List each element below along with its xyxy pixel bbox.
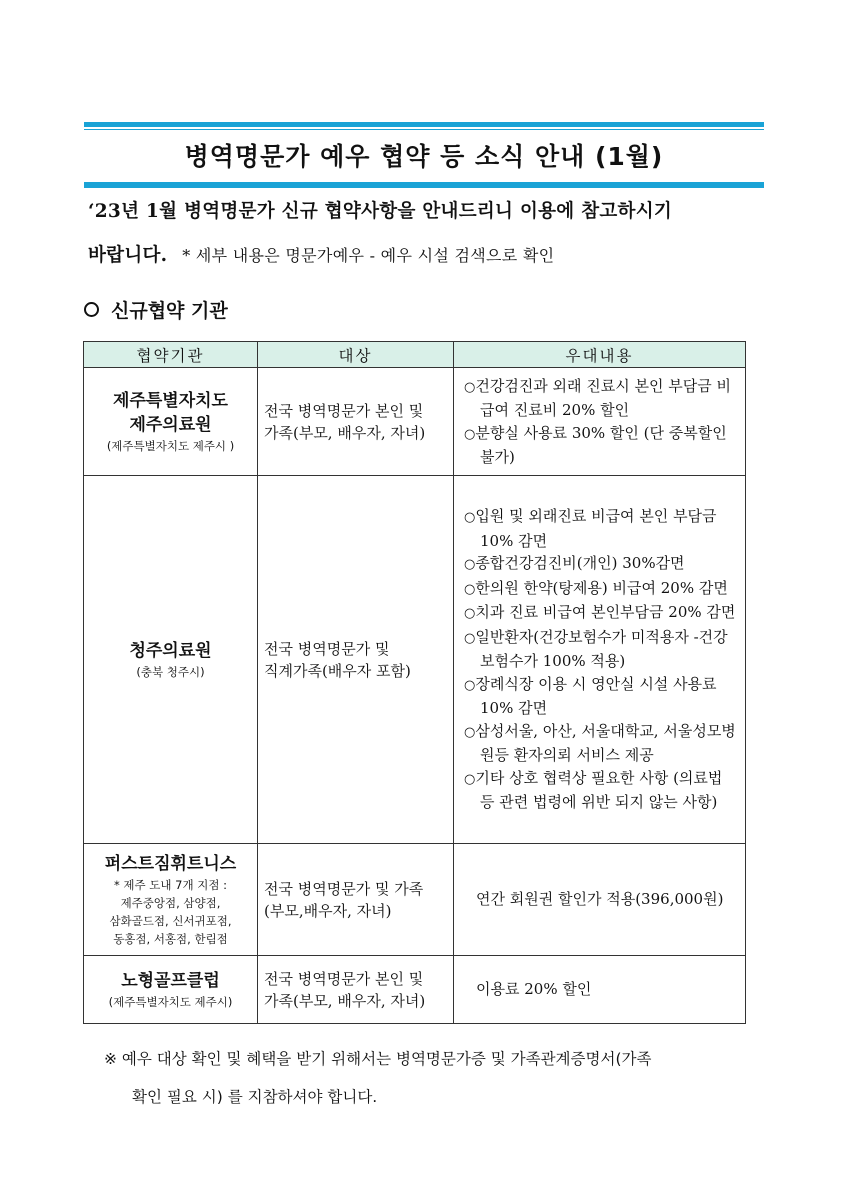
org-name: 노형골프클럽 (121, 970, 220, 991)
footnote-line-2: 확인 필요 시) 를 지참하셔야 합니다. (132, 1088, 378, 1106)
org-name: 청주의료원 (129, 640, 212, 661)
benefit-text: 종합건강검진비(개인) 30%감면 (475, 554, 685, 573)
agreement-table (83, 341, 746, 1024)
table-row (84, 368, 746, 476)
benefit-item (464, 422, 739, 469)
benefit-item (464, 720, 739, 767)
title-banner (84, 122, 764, 188)
benefit-item (464, 626, 739, 673)
benefit-item (464, 505, 739, 552)
benefit-cell (454, 844, 746, 956)
benefit-text: 분향실 사용료 30% 할인 (단 중복할인 불가) (475, 423, 727, 466)
intro-line-2-text: 바랍니다. (88, 245, 168, 266)
footnote (104, 1040, 774, 1116)
org-cell (84, 844, 258, 956)
org-name: 제주의료원 (129, 414, 212, 435)
org-cell (84, 476, 258, 844)
bullet-circle-icon: ○ (464, 510, 476, 526)
benefit-cell (454, 476, 746, 844)
benefit-item (464, 552, 739, 577)
table-row (84, 956, 746, 1024)
table-header-row (84, 342, 746, 368)
bullet-circle-icon: ○ (464, 630, 476, 646)
org-cell (84, 956, 258, 1024)
benefit-item (464, 767, 739, 814)
table-row (84, 476, 746, 844)
bullet-circle-icon: ○ (464, 677, 476, 693)
target-cell (258, 368, 454, 476)
section-heading (84, 296, 228, 323)
benefit-cell (454, 368, 746, 476)
bullet-circle-icon: ○ (464, 581, 476, 597)
org-location: (충북 청주시) (136, 664, 205, 679)
benefit-text: 입원 및 외래진료 비급여 본인 부담금 10% 감면 (475, 507, 717, 550)
target-line: 전국 병역명문가 본인 및 (264, 401, 424, 420)
org-location: (제주특별자치도 제주시 ) (106, 438, 235, 453)
bullet-circle-icon: ○ (464, 426, 476, 442)
benefit-item (464, 577, 739, 602)
benefit-item (464, 673, 739, 720)
benefit-item (464, 888, 739, 911)
footnote-line-1: ※ 예우 대상 확인 및 혜택을 받기 위해서는 병역명문가증 및 가족관계증명서(가족 (104, 1050, 652, 1068)
bullet-circle-icon: ○ (464, 379, 476, 395)
bullet-circle-icon: ○ (464, 771, 476, 787)
benefit-text: 삼성서울, 아산, 서울대학교, 서울성모병원등 환자의뢰 서비스 제공 (475, 721, 736, 765)
bullet-circle-icon: ○ (464, 724, 476, 740)
target-line: 가족(부모, 배우자, 자녀) (264, 991, 426, 1010)
page-title: 병역명문가 예우 협약 등 소식 안내 (1월) (184, 142, 664, 171)
header-target: 대상 (258, 342, 454, 368)
benefit-item (464, 601, 739, 626)
benefit-text: 장례식장 이용 시 영안실 시설 사용료 10% 감면 (475, 674, 717, 718)
benefit-text: 연간 회원권 할인가 적용(396,000원) (476, 890, 724, 909)
org-location: 삼화골드점, 신서귀포점, (109, 913, 232, 928)
target-line: 전국 병역명문가 및 (264, 639, 390, 658)
intro-note: * 세부 내용은 명문가예우 - 예우 시설 검색으로 확인 (182, 246, 555, 265)
header-org: 협약기관 (84, 342, 258, 368)
org-location: 제주중앙점, 삼양점, (120, 895, 221, 910)
title-top-bar (84, 122, 764, 127)
benefit-item (464, 978, 739, 1001)
bullet-circle-icon: ○ (464, 606, 476, 622)
intro-paragraph (88, 190, 778, 278)
target-cell (258, 956, 454, 1024)
target-line: (부모,배우자, 자녀) (264, 901, 392, 920)
header-benefit: 우대내용 (454, 342, 746, 368)
benefit-text: 한의원 한약(탕제용) 비급여 20% 감면 (475, 578, 728, 597)
target-cell (258, 476, 454, 844)
benefit-text: 치과 진료 비급여 본인부담금 20% 감면 (475, 603, 736, 622)
target-line: 가족(부모, 배우자, 자녀) (264, 423, 426, 442)
benefit-text: 기타 상호 협력상 필요한 사항 (의료법 등 관련 법령에 위반 되지 않는 사항) (475, 768, 723, 812)
org-cell (84, 368, 258, 476)
target-cell (258, 844, 454, 956)
benefit-text: 이용료 20% 할인 (476, 980, 592, 999)
bullet-circle-icon: ○ (464, 557, 476, 573)
org-name: 퍼스트짐휘트니스 (104, 853, 237, 874)
target-line: 직계가족(배우자 포함) (264, 661, 411, 680)
org-location: * 제주 도내 7개 지점 : (114, 877, 227, 892)
intro-line-1: ‘23년 1월 병역명문가 신규 협약사항을 안내드리니 이용에 참고하시기 (88, 201, 673, 222)
benefit-cell (454, 956, 746, 1024)
section-heading-text: 신규협약 기관 (111, 300, 228, 322)
target-line: 전국 병역명문가 및 가족 (264, 879, 424, 898)
org-location: 동홍점, 서홍점, 한림점 (113, 931, 228, 946)
target-line: 전국 병역명문가 본인 및 (264, 969, 424, 988)
benefit-text: 일반환자(건강보험수가 미적용자 -건강보험수가 100% 적용) (475, 627, 728, 671)
benefit-item (464, 375, 739, 422)
intro-line-2 (88, 234, 778, 278)
org-name: 제주특별자치도 (113, 390, 228, 411)
org-location: (제주특별자치도 제주시) (108, 994, 233, 1009)
title-bottom-bar (84, 183, 764, 188)
circle-icon (84, 302, 99, 317)
table-row (84, 844, 746, 956)
benefit-text: 건강검진과 외래 진료시 본인 부담금 비급여 진료비 20% 할인 (475, 376, 732, 419)
